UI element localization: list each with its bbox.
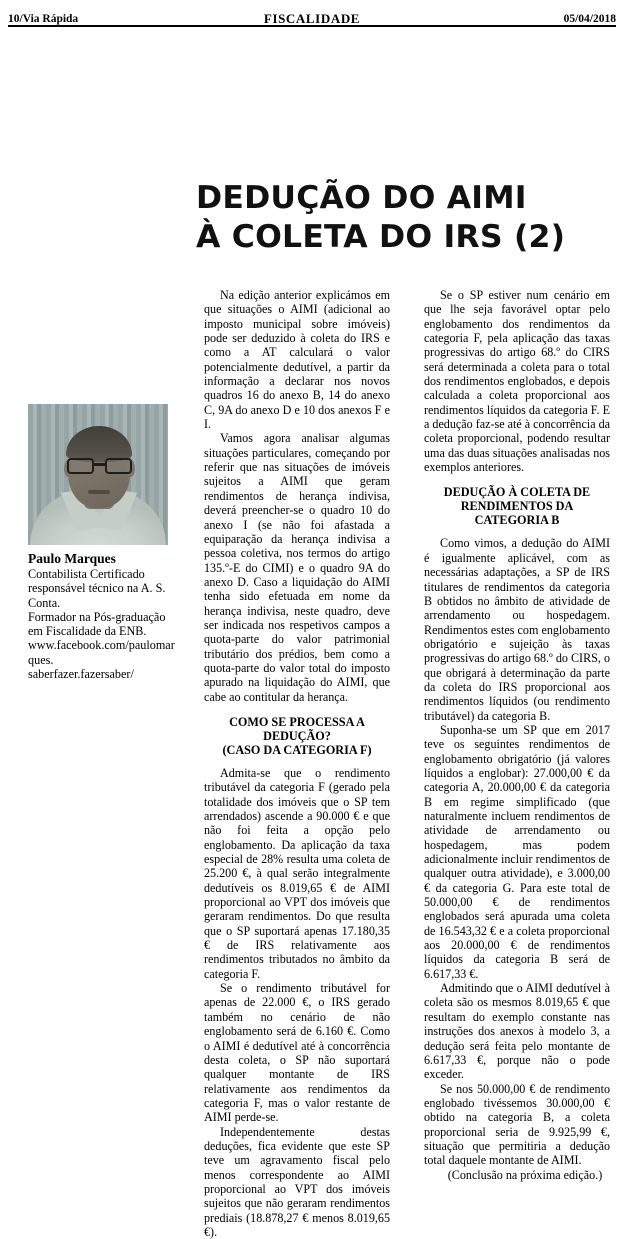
masthead-page-section: 10/Via Rápida bbox=[8, 13, 79, 25]
author-bio-line: em Fiscalidade da ENB. bbox=[28, 624, 147, 639]
paragraph: Independentemente destas deduções, fica evidente que este SP teve um agravamento fiscal pelo menos correspondente ao AIMI proporcional ao VPT dos imóveis sujeitos que não geraram rendimentos prediais (18.878,27 € menos 8.019,65 €). bbox=[204, 1124, 390, 1239]
photo-duotone-overlay bbox=[28, 404, 168, 545]
paragraph: Como vimos, a dedução do AIMI é igualmente aplicável, com as necessárias adaptações, a SP de IRS titulares de rendimentos da categoria B obtidos no âmbito de atividade de arrendamento ou hospedagem. Rendimentos estes com englobamento obrigatório e sujeição às taxas progressivas do artigo 68.º do CIRS, o que obrigará à determinação da parte da coleta do IRS proporcional aos rendimentos líquidos (ou rendimento tributável) da categoria B. bbox=[424, 536, 610, 723]
author-block bbox=[28, 404, 180, 681]
paragraph: Na edição anterior explicámos em que situações o AIMI (adicional ao imposto municipal sobre imóveis) pode ser deduzido à coleta do IRS e como a AT calculará o valor potencialmente dedutível, a partir da informação a declarar nos novos quadros 16 do anexo B, 14 do anexo C, 9A do anexo D e 10 dos anexos F e I. bbox=[204, 288, 390, 432]
article-column-2 bbox=[424, 288, 610, 1182]
closing-note: (Conclusão na próxima edição.) bbox=[447, 1167, 603, 1182]
headline-line-1: DEDUÇÃO DO AIMI bbox=[196, 180, 527, 217]
author-bio-line: Contabilista Certificado bbox=[28, 567, 145, 581]
paragraph: Vamos agora analisar algumas situações particulares, começando por referir que nas situações de imóveis sujeitos a AIMI que geram rendimentos de herança indivisa, deverá preencher-se o quadro 10 do anexo I (se não foi afastada a equiparação da herança indivisa a pessoa coletiva, nos termos do artigo 135.º-E do CIMI) e o quadro 9A do anexo D. Caso a liquidação do AIMI tenha sido efetuada em nome da herança indivisa, neste quadro, deve ser indicada nos respetivos campos a quota-parte do valor patrimonial tributário dos prédios, bem como a quota-parte do valor total do imposto apurado na liquidação do AIMI, que cabe ao contitular da herança. bbox=[204, 431, 390, 704]
author-bio-line: www.facebook.com/paulomarques. bbox=[28, 638, 175, 667]
headline-line-2: À COLETA DO IRS (2) bbox=[196, 219, 566, 256]
paragraph: Se o rendimento tributável for apenas de 22.000 €, o IRS gerado também no cenário de não englobamento será de 6.160 €. Como o AIMI é dedutível até à concorrência desta coleta, o SP não suportará qualquer montante de IRS relativamente aos rendimentos da categoria F, mas o valor restante de AIMI perde-se. bbox=[204, 981, 390, 1125]
masthead bbox=[8, 4, 616, 26]
section-heading-line: DEDUÇÃO À COLETA DE bbox=[443, 485, 591, 500]
paragraph: Admita-se que o rendimento tributável da categoria F (gerado pela totalidade dos imóveis que o SP tem arrendados) ascende a 90.000 € e que não foi feita a opção pelo englobamento. Da aplicação da taxa especial de 28% resulta uma coleta de 25.200 €, à qual serão integralmente dedutíveis os 8.019,65 € de AIMI proporcional ao VPT dos imóveis que geraram rendimentos. Do que resulta que o SP suportará apenas 17.180,35 € de IRS relativamente aos rendimentos tributados no âmbito da categoria F. bbox=[204, 765, 390, 981]
paragraph: Se nos 50.000,00 € de rendimento englobado tivéssemos 30.000,00 € obtido na categoria B, a coleta proporcional seria de 9.925,99 €, situação que permitiria a dedução total daquele montante de AIMI. bbox=[424, 1081, 610, 1168]
author-portrait-photo bbox=[28, 404, 168, 545]
author-bio-line: responsável técnico na A. S. Conta. bbox=[28, 581, 166, 610]
section-heading-deducao bbox=[204, 715, 390, 757]
article-headline bbox=[196, 179, 616, 257]
section-heading-line: (CASO DA CATEGORIA F) bbox=[222, 742, 372, 757]
author-bio-line: saberfazer.fazersaber/ bbox=[28, 667, 134, 682]
section-heading-line: COMO SE PROCESSA A DEDUÇÃO? bbox=[229, 714, 365, 743]
section-heading-categoria-b bbox=[424, 485, 610, 527]
article-column-1 bbox=[204, 288, 390, 1239]
section-heading-line: RENDIMENTOS DA CATEGORIA B bbox=[460, 499, 574, 528]
masthead-divider bbox=[8, 25, 616, 27]
author-bio bbox=[28, 567, 180, 681]
paragraph: Suponha-se um SP que em 2017 teve os seguintes rendimentos de englobamento obrigatório (já valores líquidos a englobar): 27.000,00 € da categoria A, 20.000,00 € da categoria B em regime simplificado (que naturalmente incluem rendimentos de atividade de arrendamento ou hospedagem, mas podem adicionalmente incluir rendimentos de qualquer outra atividade), e 3.000,00 € da categoria G. Para este total de 50.000,00 € de rendimentos englobados será apurada uma coleta de 16.543,32 € e a coleta proporcional aos 20.000,00 € de rendimentos líquidos da categoria B será de 6.617,33 €. bbox=[424, 722, 610, 981]
masthead-date: 05/04/2018 bbox=[563, 13, 616, 25]
paragraph: Se o SP estiver num cenário em que lhe seja favorável optar pelo englobamento dos rendimentos da categoria F, pela aplicação das taxas progressivas do artigo 68.º do CIRS será determinada a coleta para o total dos rendimentos englobados, e depois calculada a coleta proporcional aos rendimentos líquidos da categoria F. E a dedução faz-se até à concorrência da coleta proporcional, podendo resultar uma das duas situações analisadas nos exemplos anteriores. bbox=[424, 288, 610, 475]
paragraph: Admitindo que o AIMI dedutível à coleta são os mesmos 8.019,65 € que resultam do exemplo constante nas instruções dos anexos à modelo 3, a dedução será feita pelo montante de 6.617,33 €, porque não o pode exceder. bbox=[424, 981, 610, 1082]
masthead-title: FISCALIDADE bbox=[263, 11, 361, 26]
author-bio-line: Formador na Pós-graduação bbox=[28, 609, 166, 624]
author-name: Paulo Marques bbox=[28, 551, 116, 566]
